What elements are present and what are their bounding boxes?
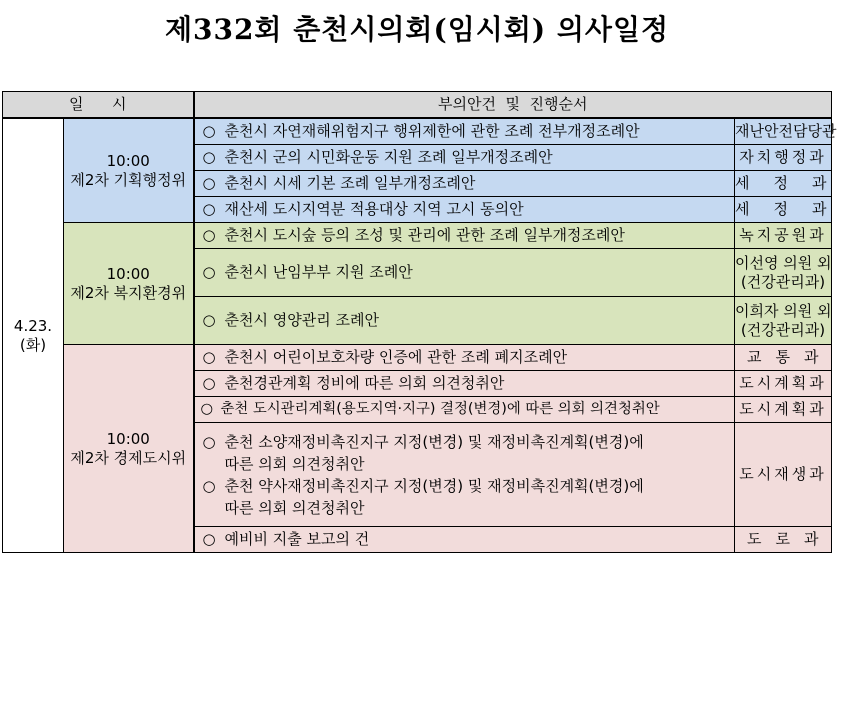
header-agenda: 부의안건 및 진행순서 (194, 92, 832, 119)
dept-cell: 재난안전담당관 (735, 118, 832, 145)
header-date-time: 일 시 (3, 92, 194, 119)
table-row (3, 223, 832, 249)
circle-bullet-icon: ○ (202, 476, 216, 495)
agenda-item: ○ 춘천시 도시숲 등의 조성 및 관리에 관한 조례 일부개정조례안 (194, 223, 735, 249)
dept-cell: 도시계획과 (735, 397, 832, 423)
circle-bullet-icon: ○ (202, 311, 216, 329)
committee-name: 제2차 경제도시위 (70, 448, 187, 467)
agenda-item: ○ 춘천 소양재정비촉진지구 지정(변경) 및 재정비촉진계획(변경)에 따른 의회 의견청취안 ○ 춘천 약사재정비촉진지구 지정(변경) 및 재정비촉진계획(변경)에 따른 의회 의견청취안 (194, 423, 735, 527)
circle-bullet-icon: ○ (202, 226, 216, 244)
circle-bullet-icon: ○ (202, 432, 216, 451)
session-economy (64, 345, 194, 553)
dept-cell: 세정과 (735, 197, 832, 223)
schedule-table (2, 91, 850, 553)
dept-cell: 교통과 (735, 345, 832, 371)
agenda-item: ○ 춘천시 군의 시민화운동 지원 조례 일부개정조례안 (194, 145, 735, 171)
dept-cell: 녹지공원과 (735, 223, 832, 249)
session-time: 10:00 (106, 264, 150, 283)
dept-cell: 자치행정과 (735, 145, 832, 171)
circle-bullet-icon: ○ (202, 174, 216, 192)
circle-bullet-icon: ○ (202, 374, 216, 392)
agenda-item: ○ 예비비 지출 보고의 건 (194, 527, 735, 553)
circle-bullet-icon: ○ (202, 148, 216, 166)
dept-cell: 도로과 (735, 527, 832, 553)
session-time: 10:00 (106, 429, 150, 448)
session-welfare (64, 223, 194, 345)
dept-cell: 도시재생과 (735, 423, 832, 527)
circle-bullet-icon: ○ (200, 401, 214, 417)
agenda-item: ○ 춘천 도시관리계획(용도지역·지구) 결정(변경)에 따른 의회 의견청취안 (194, 397, 735, 423)
circle-bullet-icon: ○ (202, 122, 216, 140)
dept-cell: 이선영 의원 외 (건강관리과) (735, 249, 832, 297)
table-row (3, 345, 832, 371)
dept-cell: 이희자 의원 외 (건강관리과) (735, 297, 832, 345)
dept-cell: 도시계획과 (735, 371, 832, 397)
circle-bullet-icon: ○ (202, 200, 216, 218)
dept-cell: 세정과 (735, 171, 832, 197)
agenda-item: ○ 춘천경관계획 정비에 따른 의회 의견청취안 (194, 371, 735, 397)
committee-name: 제2차 기획행정위 (70, 170, 187, 189)
agenda-item: ○ 춘천시 난임부부 지원 조례안 (194, 249, 735, 297)
circle-bullet-icon: ○ (202, 263, 216, 281)
date-cell (3, 118, 64, 553)
agenda-item: ○ 재산세 도시지역분 적용대상 지역 고시 동의안 (194, 197, 735, 223)
date-weekday: (화) (19, 335, 47, 354)
agenda-item: ○ 춘천시 시세 기본 조례 일부개정조례안 (194, 171, 735, 197)
circle-bullet-icon: ○ (202, 530, 216, 548)
page-title: 제332회 춘천시의회(임시회) 의사일정 (164, 13, 670, 46)
session-planning (64, 118, 194, 223)
agenda-item: ○ 춘천시 어린이보호차량 인증에 관한 조례 폐지조례안 (194, 345, 735, 371)
circle-bullet-icon: ○ (202, 348, 216, 366)
agenda-item: ○ 춘천시 영양관리 조례안 (194, 297, 735, 345)
table-header-row (3, 92, 832, 119)
table-row (3, 118, 832, 145)
session-time: 10:00 (106, 151, 150, 170)
committee-name: 제2차 복지환경위 (70, 283, 187, 302)
agenda-item: ○ 춘천시 자연재해위험지구 행위제한에 관한 조례 전부개정조례안 (194, 118, 735, 145)
date-day: 4.23. (13, 316, 53, 335)
